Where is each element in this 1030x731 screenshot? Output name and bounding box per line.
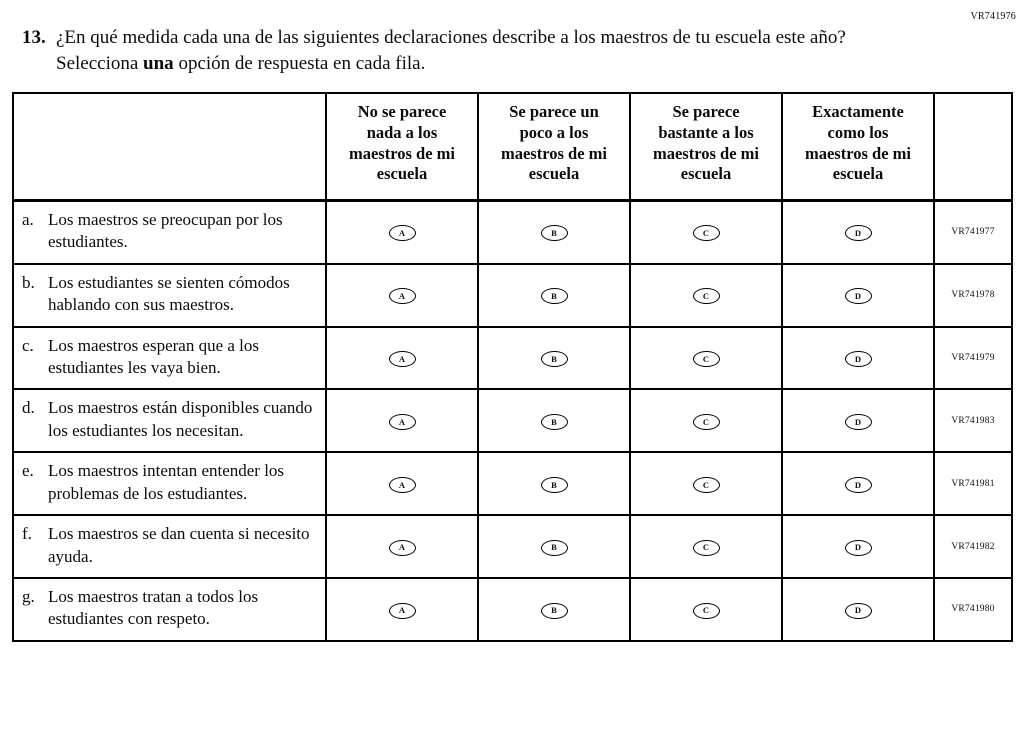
statement-text: Los maestros están disponibles cuando los estudiantes los necesitan.	[48, 398, 313, 440]
question-text-before: ¿En qué medida cada una de las siguientes declaraciones describe a los maestros de tu escuela este año? Selecciona	[56, 27, 846, 74]
option-bubble-b[interactable]: B	[541, 540, 568, 556]
option-bubble-d[interactable]: D	[845, 351, 872, 367]
row-code: VR741983	[934, 389, 1012, 452]
option-bubble-d[interactable]: D	[845, 288, 872, 304]
option-bubble-c[interactable]: C	[693, 414, 720, 430]
option-cell-c	[630, 515, 782, 578]
row-letter: g.	[22, 587, 35, 607]
row-code: VR741982	[934, 515, 1012, 578]
option-bubble-b[interactable]: B	[541, 477, 568, 493]
option-cell-b	[478, 578, 630, 641]
option-bubble-b[interactable]: B	[541, 288, 568, 304]
column-header-2: Se parece un poco a los maestros de mi escuela	[478, 93, 630, 200]
option-cell-d	[782, 264, 934, 327]
table-row	[13, 389, 1012, 452]
option-cell-a	[326, 200, 478, 263]
option-cell-b	[478, 200, 630, 263]
option-cell-a	[326, 264, 478, 327]
option-cell-c	[630, 327, 782, 390]
statement-text: Los maestros tratan a todos los estudiantes con respeto.	[48, 587, 259, 629]
option-bubble-b[interactable]: B	[541, 603, 568, 619]
row-letter: c.	[22, 335, 34, 355]
option-cell-a	[326, 389, 478, 452]
question-block	[0, 0, 1030, 76]
option-cell-d	[782, 327, 934, 390]
option-bubble-a[interactable]: A	[389, 351, 416, 367]
option-cell-a	[326, 578, 478, 641]
option-bubble-d[interactable]: D	[845, 603, 872, 619]
option-bubble-b[interactable]: B	[541, 225, 568, 241]
table-row	[13, 578, 1012, 641]
row-code: VR741980	[934, 578, 1012, 641]
statement-header-empty	[13, 93, 326, 200]
row-code: VR741977	[934, 200, 1012, 263]
option-cell-c	[630, 578, 782, 641]
option-cell-c	[630, 200, 782, 263]
row-letter: a.	[22, 209, 34, 229]
column-header-3: Se parece bastante a los maestros de mi escuela	[630, 93, 782, 200]
question-text	[56, 25, 924, 76]
option-cell-b	[478, 264, 630, 327]
option-cell-b	[478, 452, 630, 515]
row-letter: f.	[22, 524, 32, 544]
option-cell-a	[326, 452, 478, 515]
option-bubble-c[interactable]: C	[693, 351, 720, 367]
option-bubble-a[interactable]: A	[389, 225, 416, 241]
table-row	[13, 264, 1012, 327]
code-header-empty	[934, 93, 1012, 200]
statement-text: Los maestros esperan que a los estudiantes les vaya bien.	[48, 335, 260, 377]
statement-cell	[13, 452, 326, 515]
option-bubble-a[interactable]: A	[389, 540, 416, 556]
option-bubble-d[interactable]: D	[845, 225, 872, 241]
option-cell-d	[782, 515, 934, 578]
option-bubble-c[interactable]: C	[693, 603, 720, 619]
statement-text: Los maestros se dan cuenta si necesito ayuda.	[48, 524, 310, 566]
row-letter: e.	[22, 461, 34, 481]
option-cell-c	[630, 264, 782, 327]
question-number: 13.	[22, 27, 46, 48]
option-cell-a	[326, 515, 478, 578]
column-header-4: Exactamente como los maestros de mi escuela	[782, 93, 934, 200]
row-code: VR741981	[934, 452, 1012, 515]
option-bubble-c[interactable]: C	[693, 540, 720, 556]
question-text-after: opción de respuesta en cada fila.	[173, 52, 426, 74]
header-row	[13, 93, 1012, 200]
option-bubble-c[interactable]: C	[693, 477, 720, 493]
statement-text: Los maestros se preocupan por los estudiantes.	[48, 209, 283, 252]
response-matrix	[12, 92, 1013, 642]
table-row	[13, 200, 1012, 263]
option-cell-d	[782, 200, 934, 263]
option-bubble-d[interactable]: D	[845, 477, 872, 493]
option-bubble-a[interactable]: A	[389, 603, 416, 619]
row-letter: d.	[22, 398, 35, 418]
option-cell-d	[782, 389, 934, 452]
option-cell-c	[630, 389, 782, 452]
row-code: VR741979	[934, 327, 1012, 390]
option-bubble-a[interactable]: A	[389, 288, 416, 304]
statement-cell	[13, 264, 326, 327]
option-bubble-b[interactable]: B	[541, 351, 568, 367]
option-cell-c	[630, 452, 782, 515]
statement-cell	[13, 200, 326, 263]
statement-cell	[13, 327, 326, 390]
column-header-1: No se parece nada a los maestros de mi escuela	[326, 93, 478, 200]
statement-text: Los estudiantes se sienten cómodos hablando con sus maestros.	[48, 272, 290, 315]
statement-cell	[13, 515, 326, 578]
option-cell-b	[478, 389, 630, 452]
option-bubble-a[interactable]: A	[389, 414, 416, 430]
row-letter: b.	[22, 272, 35, 292]
statement-cell	[13, 389, 326, 452]
table-row	[13, 452, 1012, 515]
option-cell-a	[326, 327, 478, 390]
row-code: VR741978	[934, 264, 1012, 327]
statement-cell	[13, 578, 326, 641]
option-cell-d	[782, 452, 934, 515]
option-cell-b	[478, 327, 630, 390]
table-row	[13, 327, 1012, 390]
option-bubble-c[interactable]: C	[693, 225, 720, 241]
option-bubble-a[interactable]: A	[389, 477, 416, 493]
option-bubble-d[interactable]: D	[845, 414, 872, 430]
table-row	[13, 515, 1012, 578]
statement-text: Los maestros intentan entender los problemas de los estudiantes.	[48, 461, 285, 503]
option-cell-b	[478, 515, 630, 578]
option-bubble-b[interactable]: B	[541, 414, 568, 430]
page-code: VR741976	[970, 11, 1016, 22]
option-cell-d	[782, 578, 934, 641]
question-text-bold: una	[143, 52, 174, 74]
option-bubble-d[interactable]: D	[845, 540, 872, 556]
option-bubble-c[interactable]: C	[693, 288, 720, 304]
